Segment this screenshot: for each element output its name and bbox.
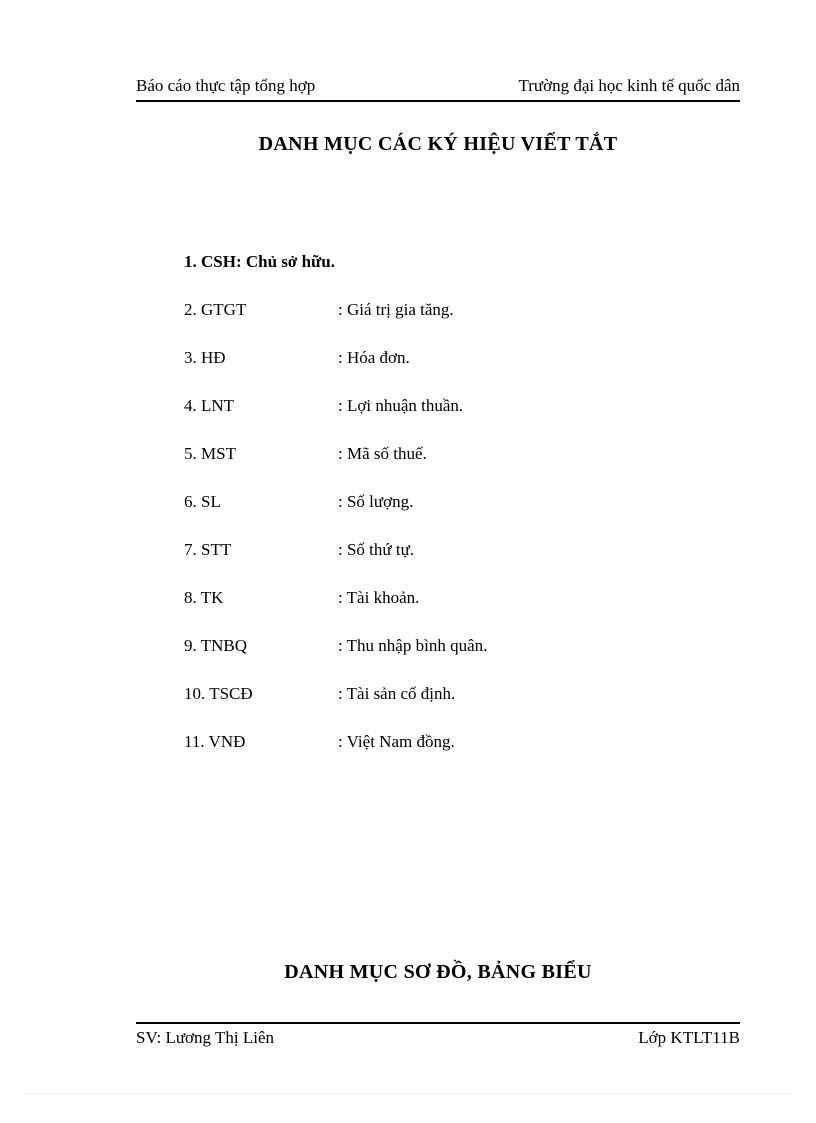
footer-class-code: Lớp KTLT11B [638, 1028, 740, 1047]
abbreviation-meaning: : Việt Nam đồng. [338, 732, 455, 751]
footer-student-name: SV: Lương Thị Liên [136, 1028, 274, 1047]
page-header [136, 76, 740, 102]
abbreviation-code: 10. TSCĐ [184, 684, 253, 703]
diagrams-title: DANH MỤC SƠ ĐỒ, BẢNG BIỂU [284, 961, 592, 983]
abbreviation-meaning: : Tài khoản. [338, 588, 420, 607]
header-report-title: Báo cáo thực tập tổng hợp [136, 76, 316, 95]
abbreviation-code: 4. LNT [184, 396, 235, 415]
abbreviation-meaning: : Giá trị gia tăng. [338, 300, 454, 319]
abbreviation-code: 7. STT [184, 540, 232, 559]
page-edge-divider [24, 1093, 792, 1094]
page-footer [136, 1022, 740, 1050]
abbreviation-meaning: : Tài sản cố định. [338, 684, 456, 703]
abbreviation-code: 3. HĐ [184, 348, 226, 367]
abbreviation-code: 8. TK [184, 588, 224, 607]
abbreviations-title: DANH MỤC CÁC KÝ HIỆU VIẾT TẮT [258, 133, 618, 155]
abbreviation-meaning: : Mã số thuế. [338, 444, 427, 463]
abbreviation-code: 2. GTGT [184, 300, 247, 319]
abbreviation-meaning: : Số lượng. [338, 492, 414, 511]
abbreviation-item-1: 1. CSH: Chủ sở hữu. [184, 252, 335, 271]
abbreviation-meaning: : Thu nhập bình quân. [338, 636, 488, 655]
abbreviation-code: 9. TNBQ [184, 636, 247, 655]
abbreviation-code: 11. VNĐ [184, 732, 246, 751]
abbreviation-meaning: : Hóa đơn. [338, 348, 410, 367]
abbreviation-code: 6. SL [184, 492, 221, 511]
abbreviation-meaning: : Số thứ tự. [338, 540, 415, 559]
header-university: Trường đại học kinh tế quốc dân [518, 76, 740, 95]
abbreviation-code: 5. MST [184, 444, 236, 463]
abbreviation-meaning: : Lợi nhuận thuần. [338, 396, 464, 415]
